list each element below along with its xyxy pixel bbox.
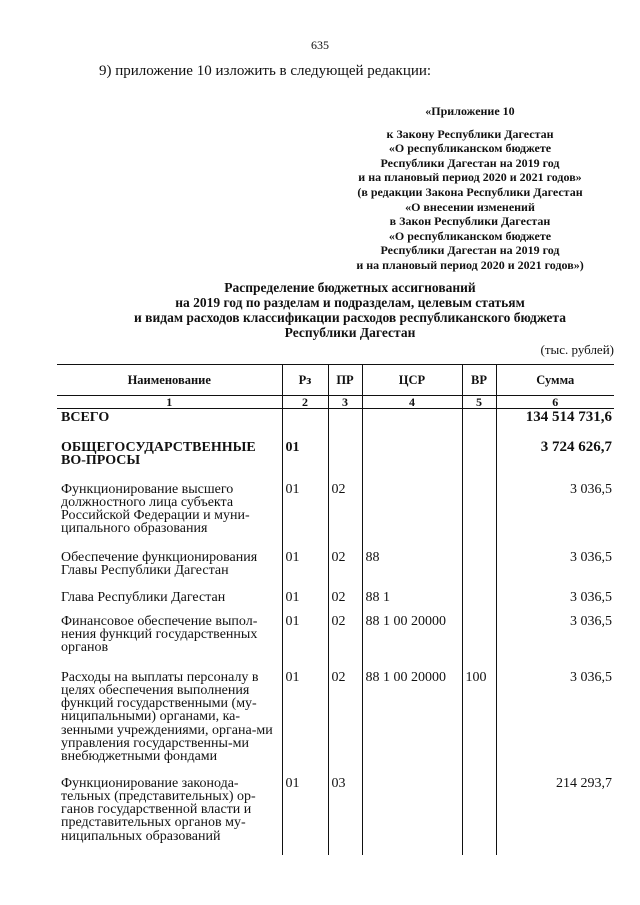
row-name: Обеспечение функционирования Главы Республики Дагестан [61,549,258,578]
header-name: Наименование [57,365,282,396]
table-row [57,549,614,589]
row-pr: 03 [328,775,362,855]
intro-text: 9) приложение 10 изложить в следующей редакции: [99,63,432,79]
row-vr [462,775,496,855]
row-vr [462,409,496,439]
title-line: Республики Дагестан [284,325,416,340]
appendix-line: «О республиканском бюджете [388,228,552,243]
row-rz: 01 [282,481,328,549]
title-line: на 2019 год по разделам и подразделам, целевым статьям [175,295,525,310]
row-rz: 01 [282,613,328,669]
row-csr [362,409,462,439]
units-label: (тыс. рублей) [540,342,614,357]
appendix-block [330,104,610,273]
row-name: Функционирование высшего должностного лица субъекта Российской Федерации и муни-ципального образования [61,481,250,537]
row-rz [282,409,328,439]
row-vr [462,481,496,549]
page-number: 635 [311,38,329,52]
header-csr: ЦСР [362,365,462,396]
title-line: Распределение бюджетных ассигнований [224,280,476,295]
row-rz: 01 [282,775,328,855]
col-number: 6 [496,396,614,409]
appendix-title: «Приложение 10 [425,104,515,118]
title-line: и видам расходов классификации расходов республиканского бюджета [134,310,566,325]
header-pr: ПР [328,365,362,396]
table-row [57,613,614,669]
row-rz: 01 [282,589,328,613]
row-sum: 3 036,5 [496,589,614,613]
row-rz: 01 [282,439,328,481]
row-csr [362,775,462,855]
row-pr [328,409,362,439]
row-name: Финансовое обеспечение выпол-нения функций государственных органов [61,613,258,656]
header-vr: ВР [462,365,496,396]
row-csr: 88 1 [362,589,462,613]
header-sum: Сумма [496,365,614,396]
appendix-line: и на плановый период 2020 и 2021 годов» [358,170,582,185]
header-rz: Рз [282,365,328,396]
table-row [57,669,614,775]
col-number: 1 [57,396,282,409]
row-name: Функционирование законода-тельных (представительных) ор-ганов государственной власти и представительных органов му-ниципальных образований [61,775,256,844]
row-csr: 88 1 00 20000 [362,669,462,775]
table-row-total [57,409,614,439]
row-pr: 02 [328,549,362,589]
row-pr: 02 [328,589,362,613]
row-vr [462,549,496,589]
row-name: ОБЩЕГОСУДАРСТВЕННЫЕ ВО-ПРОСЫ [61,439,256,468]
row-rz: 01 [282,549,328,589]
row-vr [462,439,496,481]
row-name: ВСЕГО [61,410,110,425]
col-number: 2 [282,396,328,409]
row-rz: 01 [282,669,328,775]
row-csr [362,481,462,549]
row-pr: 02 [328,481,362,549]
row-sum: 3 036,5 [496,549,614,589]
appendix-line: «О внесении изменений [405,199,535,214]
col-number: 4 [362,396,462,409]
table-row [57,589,614,613]
table-row [57,775,614,855]
appendix-line: в Закон Республики Дагестан [389,214,551,229]
row-csr: 88 1 00 20000 [362,613,462,669]
row-sum: 134 514 731,6 [496,409,614,439]
row-name: Глава Республики Дагестан [61,589,226,605]
row-pr: 02 [328,669,362,775]
appendix-line: к Закону Республики Дагестан [386,126,554,141]
row-sum: 3 036,5 [496,669,614,775]
row-sum: 3 724 626,7 [496,439,614,481]
row-vr: 100 [462,669,496,775]
row-csr [362,439,462,481]
column-number-row [57,396,614,409]
appendix-line: и на плановый период 2020 и 2021 годов») [356,257,584,272]
row-pr [328,439,362,481]
appendix-line: Республики Дагестан на 2019 год [380,155,560,170]
document-title [60,280,640,340]
table-row [57,481,614,549]
appendix-line: «О республиканском бюджете [388,141,552,156]
table-header-row [57,365,614,396]
budget-table [57,364,614,855]
row-name: Расходы на выплаты персоналу в целях обеспечения выполнения функций государственными (му-ниципальными) органами, ка-зенными учреждениями, органа-ми управления государственны-ми внебюджетными фондами [61,669,273,765]
row-pr: 02 [328,613,362,669]
col-number: 5 [462,396,496,409]
row-sum: 3 036,5 [496,481,614,549]
appendix-line: (в редакции Закона Республики Дагестан [357,184,583,199]
row-vr [462,589,496,613]
appendix-line: Республики Дагестан на 2019 год [380,243,560,258]
row-sum: 214 293,7 [496,775,614,855]
row-vr [462,613,496,669]
row-sum: 3 036,5 [496,613,614,669]
table-row-section [57,439,614,481]
col-number: 3 [328,396,362,409]
row-csr: 88 [362,549,462,589]
